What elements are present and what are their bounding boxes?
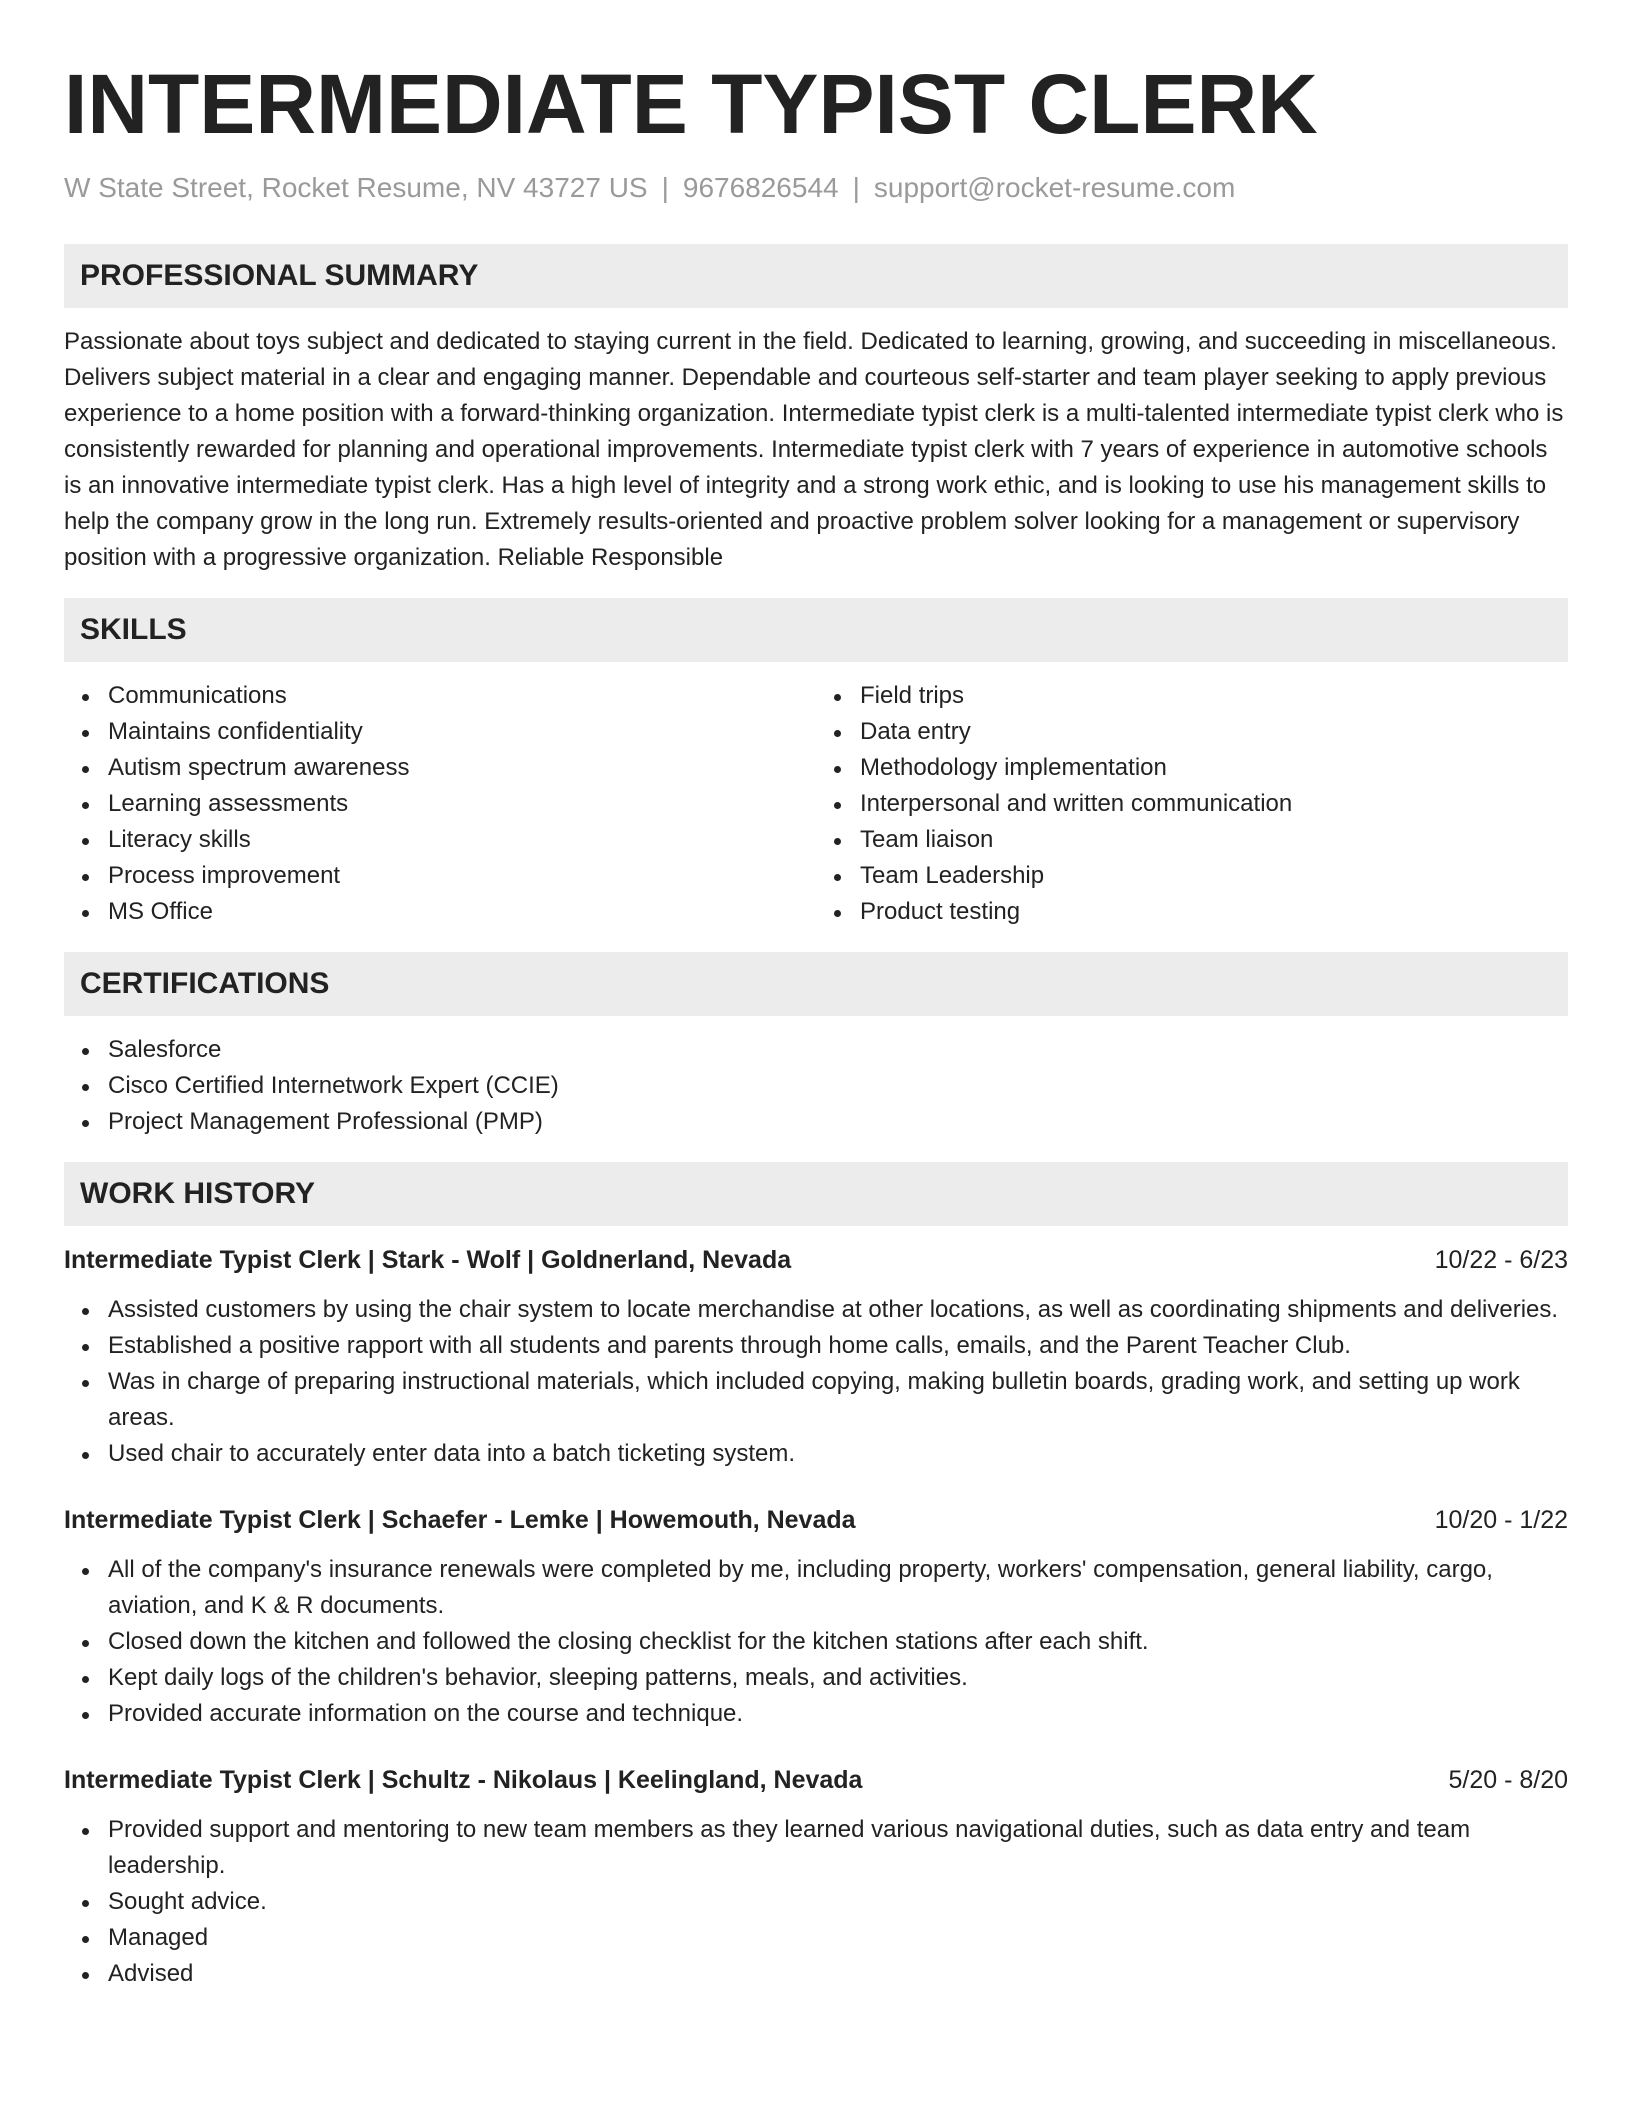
job-entry bbox=[64, 1242, 1568, 1472]
certifications-section bbox=[64, 952, 1568, 1140]
job-bullet: Managed bbox=[64, 1920, 1568, 1956]
job-dates: 5/20 - 8/20 bbox=[1448, 1766, 1568, 1794]
contact-separator: | bbox=[852, 172, 860, 203]
job-bullets bbox=[64, 1552, 1568, 1732]
job-bullet: All of the company's insurance renewals were completed by me, including property, workers' compensation, general liability, cargo, aviation, and K & R documents. bbox=[64, 1552, 1568, 1624]
job-title: Intermediate Typist Clerk | Schaefer - Lemke | Howemouth, Nevada bbox=[64, 1506, 856, 1534]
contact-separator: | bbox=[661, 172, 669, 203]
certification-item: Salesforce bbox=[64, 1032, 1568, 1068]
job-bullet: Provided support and mentoring to new team members as they learned various navigational duties, such as data entry and team leadership. bbox=[64, 1812, 1568, 1884]
skill-item: Field trips bbox=[816, 678, 1568, 714]
job-bullets bbox=[64, 1812, 1568, 1992]
job-bullet: Assisted customers by using the chair system to locate merchandise at other locations, as well as coordinating shipments and deliveries. bbox=[64, 1292, 1568, 1328]
skill-item: Communications bbox=[64, 678, 816, 714]
skill-item: Learning assessments bbox=[64, 786, 816, 822]
job-bullet: Established a positive rapport with all students and parents through home calls, emails, and the Parent Teacher Club. bbox=[64, 1328, 1568, 1364]
job-header bbox=[64, 1502, 1568, 1538]
job-bullets bbox=[64, 1292, 1568, 1472]
skill-item: Maintains confidentiality bbox=[64, 714, 816, 750]
contact-line bbox=[64, 170, 1568, 206]
job-entry bbox=[64, 1502, 1568, 1732]
candidate-name: INTERMEDIATE TYPIST CLERK bbox=[64, 57, 1318, 151]
contact-email: support@rocket-resume.com bbox=[873, 172, 1236, 203]
contact-phone: 9676826544 bbox=[682, 172, 839, 203]
summary-heading: PROFESSIONAL SUMMARY bbox=[64, 244, 1568, 308]
skill-item: Methodology implementation bbox=[816, 750, 1568, 786]
skill-item: Team Leadership bbox=[816, 858, 1568, 894]
certification-item: Project Management Professional (PMP) bbox=[64, 1104, 1568, 1140]
skill-item: Product testing bbox=[816, 894, 1568, 930]
work-history-section bbox=[64, 1162, 1568, 1992]
summary-section bbox=[64, 244, 1568, 576]
job-bullet: Was in charge of preparing instructional materials, which included copying, making bulletin boards, grading work, and setting up work areas. bbox=[64, 1364, 1568, 1436]
job-header bbox=[64, 1762, 1568, 1798]
summary-text: Passionate about toys subject and dedicated to staying current in the field. Dedicated to learning, growing, and succeeding in miscellaneous. Delivers subject material in a clear and engaging manner. Dependable and courteous self-starter and team player seeking to apply previous experience to a home position with a forward-thinking organization. Intermediate typist clerk is a multi-talented intermediate typist clerk who is consistently rewarded for planning and operational improvements. Intermediate typist clerk with 7 years of experience in automotive schools is an innovative intermediate typist clerk. Has a high level of integrity and a strong work ethic, and is looking to use his management skills to help the company grow in the long run. Extremely results-oriented and proactive problem solver looking for a management or supervisory position with a progressive organization. Reliable Responsible bbox=[64, 328, 1564, 571]
skill-item: Process improvement bbox=[64, 858, 816, 894]
job-dates: 10/20 - 1/22 bbox=[1434, 1506, 1568, 1534]
job-bullet: Kept daily logs of the children's behavior, sleeping patterns, meals, and activities. bbox=[64, 1660, 1568, 1696]
job-title: Intermediate Typist Clerk | Stark - Wolf | Goldnerland, Nevada bbox=[64, 1246, 792, 1274]
skill-item: Interpersonal and written communication bbox=[816, 786, 1568, 822]
job-entry bbox=[64, 1762, 1568, 1992]
job-bullet: Sought advice. bbox=[64, 1884, 1568, 1920]
job-bullet: Closed down the kitchen and followed the closing checklist for the kitchen stations after each shift. bbox=[64, 1624, 1568, 1660]
skills-section bbox=[64, 598, 1568, 930]
skills-heading: SKILLS bbox=[64, 598, 1568, 662]
contact-address: W State Street, Rocket Resume, NV 43727 US bbox=[64, 172, 648, 203]
skill-item: Team liaison bbox=[816, 822, 1568, 858]
work-history-heading: WORK HISTORY bbox=[64, 1162, 1568, 1226]
certifications-list bbox=[64, 1032, 1568, 1140]
job-bullet: Advised bbox=[64, 1956, 1568, 1992]
skills-list-left bbox=[64, 678, 816, 930]
skill-item: Autism spectrum awareness bbox=[64, 750, 816, 786]
certification-item: Cisco Certified Internetwork Expert (CCIE) bbox=[64, 1068, 1568, 1104]
skill-item: Data entry bbox=[816, 714, 1568, 750]
job-dates: 10/22 - 6/23 bbox=[1434, 1246, 1568, 1274]
job-title: Intermediate Typist Clerk | Schultz - Nikolaus | Keelingland, Nevada bbox=[64, 1766, 863, 1794]
certifications-heading: CERTIFICATIONS bbox=[64, 952, 1568, 1016]
job-header bbox=[64, 1242, 1568, 1278]
skill-item: Literacy skills bbox=[64, 822, 816, 858]
job-bullet: Provided accurate information on the course and technique. bbox=[64, 1696, 1568, 1732]
skills-list-right bbox=[816, 678, 1568, 930]
skill-item: MS Office bbox=[64, 894, 816, 930]
job-bullet: Used chair to accurately enter data into a batch ticketing system. bbox=[64, 1436, 1568, 1472]
skills-grid bbox=[64, 678, 1568, 930]
